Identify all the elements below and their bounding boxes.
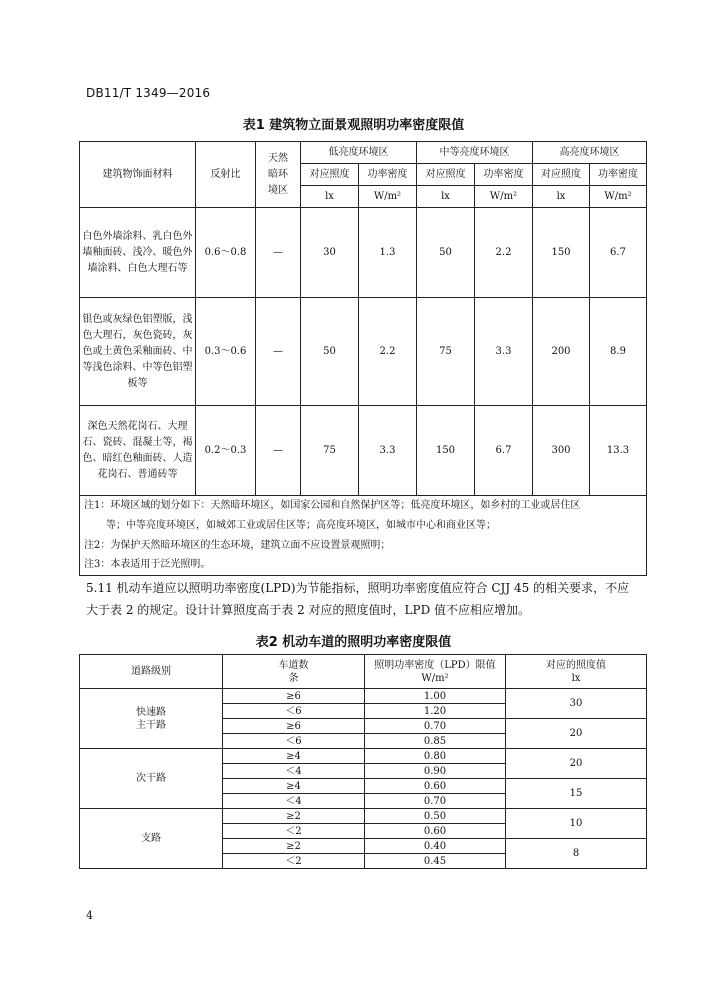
- dark-zone-cell: —: [256, 298, 301, 406]
- reflectance-cell: 0.3～0.6: [196, 298, 256, 406]
- value-cell: 30: [301, 208, 359, 298]
- material-cell: 银色或灰绿色铝塑版，浅色大理石，灰色瓷砖，灰色或土黄色采釉面砖、中等浅色涂料、中等色铝塑板等: [80, 298, 196, 406]
- lanes-cell: ＜4: [223, 764, 365, 779]
- lanes-cell: ＜6: [223, 734, 365, 749]
- lpd-cell: 0.70: [365, 794, 506, 809]
- value-cell: 75: [417, 298, 475, 406]
- illum-cell: 20: [506, 749, 647, 779]
- table1-note-3: 注3：本表适用于泛光照明。: [80, 556, 647, 576]
- header-lanes-label: 车道数: [278, 659, 309, 671]
- lanes-cell: ＜2: [223, 854, 365, 869]
- road-level-line: 快速路: [136, 706, 166, 718]
- header-illum-unit: lx: [571, 672, 581, 684]
- illum-cell: 20: [506, 719, 647, 749]
- unit-wm2: W/m²: [359, 186, 417, 208]
- value-cell: 150: [417, 406, 475, 496]
- table1-note-1-cont: 等；中等亮度环境区，如城郊工业或居住区等；高亮度环境区，如城市中心和商业区等；: [80, 516, 647, 536]
- lanes-cell: ≥4: [223, 779, 365, 794]
- lpd-cell: 0.70: [365, 719, 506, 734]
- lpd-cell: 0.60: [365, 779, 506, 794]
- lanes-cell: ≥2: [223, 809, 365, 824]
- header-high-lpd: 功率密度: [590, 164, 647, 186]
- header-illum-label: 对应的照度值: [546, 659, 606, 671]
- value-cell: 8.9: [590, 298, 647, 406]
- value-cell: 13.3: [590, 406, 647, 496]
- page-number: 4: [86, 909, 93, 922]
- header-lanes-unit: 条: [288, 672, 299, 684]
- lpd-cell: 0.90: [365, 764, 506, 779]
- paragraph-line-2: 大于表 2 的规定。设计计算照度高于表 2 对应的照度值时，LPD 值不应相应增加。: [86, 603, 531, 617]
- lanes-cell: ＜2: [223, 824, 365, 839]
- header-material: 建筑物饰面材料: [80, 142, 196, 208]
- lpd-cell: 0.60: [365, 824, 506, 839]
- table-row: [80, 749, 647, 764]
- header-high-zone: 高亮度环境区: [533, 142, 647, 164]
- value-cell: 6.7: [475, 406, 533, 496]
- lanes-cell: ≥2: [223, 839, 365, 854]
- value-cell: 150: [533, 208, 590, 298]
- table-row: [80, 809, 647, 824]
- paragraph-line-1: 5.11 机动车道应以照明功率密度(LPD)为节能指标，照明功率密度值应符合 CJJ 45 的相关要求，不应: [86, 581, 630, 595]
- lanes-cell: ≥6: [223, 719, 365, 734]
- value-cell: 200: [533, 298, 590, 406]
- document-id: DB11/T 1349—2016: [86, 86, 211, 100]
- value-cell: 6.7: [590, 208, 647, 298]
- table-row: [80, 208, 647, 298]
- illum-cell: 15: [506, 779, 647, 809]
- dark-zone-cell: —: [256, 208, 301, 298]
- lanes-cell: ＜6: [223, 704, 365, 719]
- table1-title: 表1 建筑物立面景观照明功率密度限值: [242, 118, 465, 133]
- value-cell: 50: [301, 298, 359, 406]
- header-mid-lpd: 功率密度: [475, 164, 533, 186]
- lpd-cell: 0.80: [365, 749, 506, 764]
- road-level-line: 主干路: [136, 719, 166, 731]
- header-lpd-unit: W/m²: [421, 672, 449, 684]
- road-level-cell: [80, 689, 223, 749]
- unit-lx: lx: [301, 186, 359, 208]
- header-lpd-label: 照明功率密度（LPD）限值: [374, 659, 496, 671]
- header-mid-illum: 对应照度: [417, 164, 475, 186]
- value-cell: 1.3: [359, 208, 417, 298]
- header-lanes: [223, 655, 365, 689]
- material-cell: 深色天然花岗石、大理石、瓷砖、混凝土等，褐色、暗红色釉面砖、人造花岗石、普通砖等: [80, 406, 196, 496]
- header-low-illum: 对应照度: [301, 164, 359, 186]
- lanes-cell: ＜4: [223, 794, 365, 809]
- value-cell: 3.3: [475, 298, 533, 406]
- material-cell: 白色外墙涂料、乳白色外墙釉面砖、浅冷、暖色外墙涂料、白色大理石等: [80, 208, 196, 298]
- header-dark-zone: 天然暗环境区: [256, 142, 301, 208]
- table1: [79, 141, 647, 576]
- value-cell: 2.2: [359, 298, 417, 406]
- reflectance-cell: 0.2～0.3: [196, 406, 256, 496]
- header-low-zone: 低亮度环境区: [301, 142, 417, 164]
- value-cell: 3.3: [359, 406, 417, 496]
- illum-cell: 8: [506, 839, 647, 869]
- value-cell: 50: [417, 208, 475, 298]
- table-row: [80, 298, 647, 406]
- road-level-cell: 支路: [80, 809, 223, 869]
- table-row: [80, 689, 647, 704]
- header-lpd: [365, 655, 506, 689]
- table2: [79, 654, 647, 869]
- lpd-cell: 0.40: [365, 839, 506, 854]
- header-road-level: 道路级别: [80, 655, 223, 689]
- table2-title: 表2 机动车道的照明功率密度限值: [255, 635, 452, 650]
- lanes-cell: ≥4: [223, 749, 365, 764]
- lpd-cell: 1.20: [365, 704, 506, 719]
- road-level-cell: 次干路: [80, 749, 223, 809]
- unit-wm2: W/m²: [475, 186, 533, 208]
- header-high-illum: 对应照度: [533, 164, 590, 186]
- table-row: [80, 406, 647, 496]
- unit-wm2: W/m²: [590, 186, 647, 208]
- unit-lx: lx: [417, 186, 475, 208]
- header-illum: [506, 655, 647, 689]
- header-mid-zone: 中等亮度环境区: [417, 142, 533, 164]
- unit-lx: lx: [533, 186, 590, 208]
- illum-cell: 10: [506, 809, 647, 839]
- value-cell: 300: [533, 406, 590, 496]
- illum-cell: 30: [506, 689, 647, 719]
- value-cell: 2.2: [475, 208, 533, 298]
- header-low-lpd: 功率密度: [359, 164, 417, 186]
- lanes-cell: ≥6: [223, 689, 365, 704]
- table1-note-1: 注1：环境区域的划分如下：天然暗环境区，如国家公园和自然保护区等；低亮度环境区，如乡村的工业或居住区: [80, 496, 647, 516]
- lpd-cell: 1.00: [365, 689, 506, 704]
- lpd-cell: 0.85: [365, 734, 506, 749]
- header-reflectance: 反射比: [196, 142, 256, 208]
- lpd-cell: 0.50: [365, 809, 506, 824]
- value-cell: 75: [301, 406, 359, 496]
- lpd-cell: 0.45: [365, 854, 506, 869]
- dark-zone-cell: —: [256, 406, 301, 496]
- reflectance-cell: 0.6～0.8: [196, 208, 256, 298]
- table1-note-2: 注2：为保护天然暗环境区的生态环境，建筑立面不应设置景观照明；: [80, 536, 647, 556]
